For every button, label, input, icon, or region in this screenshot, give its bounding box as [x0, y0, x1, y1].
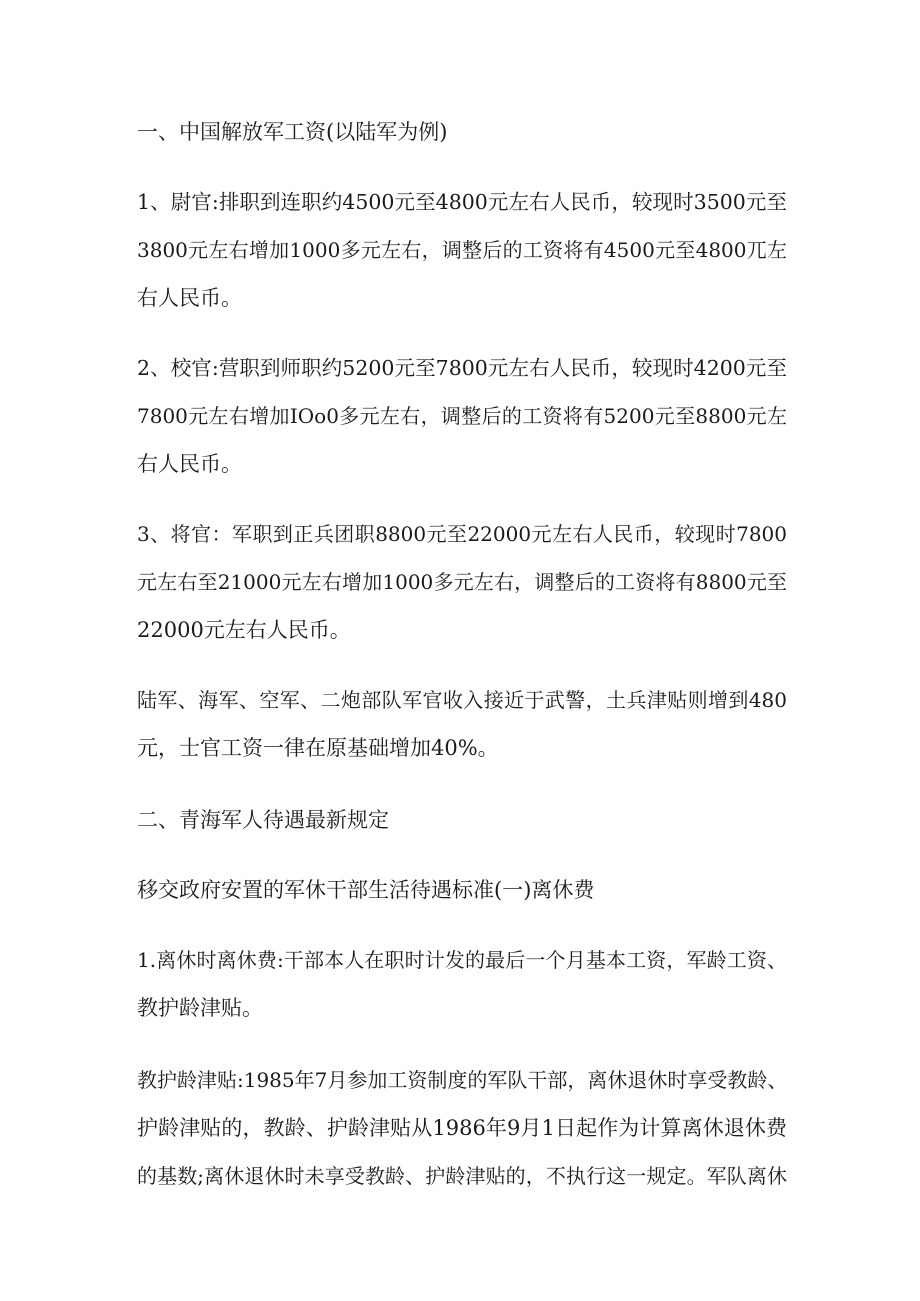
text-line: 元左右至21000元左右增加1000多元左右，调整后的工资将有8800元至 — [137, 570, 787, 594]
text-line: 右人民币。 — [137, 452, 242, 476]
text-line: 1.离休时离休费:干部本人在职时计发的最后一个月基本工资，军龄工资、 — [137, 948, 787, 972]
text-line: 2、校官:营职到师职约5200元至7800元左右人民币，较现时4200元至 — [137, 356, 787, 380]
section-heading-1 — [137, 108, 787, 156]
text-line: 的基数;离休退休时未享受教龄、护龄津贴的，不执行这一规定。军队离休 — [137, 1164, 787, 1188]
text-line: 元，士官工资一律在原基础增加40%。 — [137, 736, 499, 760]
text-line: 一、中国解放军工资(以陆军为例) — [137, 120, 448, 144]
text-line: 3800元左右增加1000多元左右，调整后的工资将有4500元至4800兀左 — [137, 238, 787, 262]
text-line: 护龄津贴的，教龄、护龄津贴从1986年9月1日起作为计算离休退休费 — [137, 1116, 787, 1140]
paragraph-retirement-pay — [137, 936, 787, 1032]
text-line: 教护龄津贴。 — [137, 996, 263, 1020]
text-line: 3、将官：军职到正兵团职8800元至22000元左右人民币，较现时7800 — [137, 522, 787, 546]
text-line: 移交政府安置的军休干部生活待遇标准(一)离休费 — [137, 878, 595, 902]
subheading-retirement — [137, 866, 787, 914]
text-line: 二、青海军人待遇最新规定 — [137, 808, 389, 832]
paragraph-lieutenant — [137, 178, 787, 322]
paragraph-field-officer — [137, 344, 787, 488]
paragraph-allowance-note — [137, 1056, 787, 1200]
text-line: 22000元左右人民币。 — [137, 618, 351, 642]
text-line: 陆军、海军、空军、二炮部队军官收入接近于武警，土兵津贴则增到480 — [137, 688, 787, 712]
text-line: 7800元左右增加IOo0多元左右，调整后的工资将有5200元至8800元左 — [137, 404, 787, 428]
text-line: 1、尉官:排职到连职约4500元至4800元左右人民币，较现时3500元至 — [137, 190, 787, 214]
text-line: 右人民币。 — [137, 286, 242, 310]
section-heading-2 — [137, 796, 787, 844]
text-line: 教护龄津贴:1985年7月参加工资制度的军队干部，离休退休时享受教龄、 — [137, 1068, 788, 1092]
paragraph-army-note — [137, 676, 787, 772]
paragraph-general — [137, 510, 787, 654]
